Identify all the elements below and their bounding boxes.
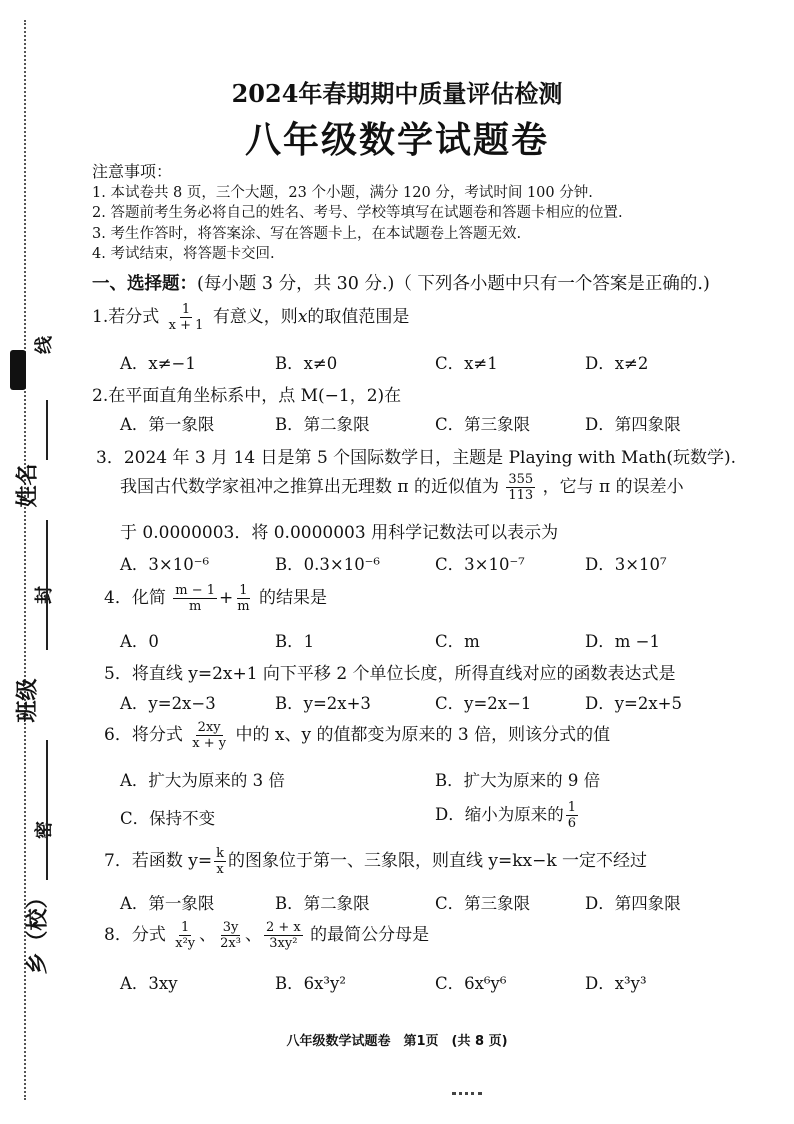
frac-den: x [216, 862, 224, 877]
school-blank-line [46, 740, 48, 880]
q8-sep: 、 [244, 925, 262, 945]
q4-text: 4．化简 [104, 588, 166, 608]
note-item: 2. 答题前考生务必将自己的姓名、考号、学校等填写在试题卷和答题卡相应的位置. [92, 205, 623, 221]
question-7 [104, 846, 647, 877]
frac-num: 2xy [197, 720, 221, 735]
q1-option-c[interactable]: C．x≠1 [435, 354, 498, 373]
question-5: 5．将直线 y=2x+1 向下平移 2 个单位长度，所得直线对应的函数表达式是 [104, 664, 676, 684]
frac-num: 355 [508, 472, 534, 487]
q1-text: 的取值范围是 [307, 307, 410, 327]
frac-den: m [188, 599, 202, 614]
label-class: 班级 [15, 678, 41, 723]
q3-fraction [506, 472, 535, 503]
q7-option-c[interactable]: C．第三象限 [435, 894, 531, 913]
q3-option-d[interactable]: D．3×10⁷ [585, 555, 667, 574]
q3-option-c[interactable]: C．3×10⁻⁷ [435, 555, 525, 574]
q4-text: 的结果是 [258, 588, 327, 608]
frac-num: 1 [181, 920, 190, 935]
question-4 [104, 583, 327, 614]
section-instructions: (每小题 3 分，共 30 分.)（ 下列各小题中只有一个答案是正确的.) [197, 274, 710, 294]
q3-option-b[interactable]: B．0.3×10⁻⁶ [275, 555, 381, 574]
notes-block [92, 162, 772, 265]
q4-option-b[interactable]: B．1 [275, 632, 315, 651]
label-name: 姓名 [15, 463, 41, 508]
q8-sep: 、 [199, 925, 217, 945]
frac-num: 1 [181, 302, 191, 317]
q8-fraction-3 [264, 920, 303, 951]
q4-fraction-2 [235, 583, 251, 614]
seal-word-seal: 封 [34, 586, 55, 604]
class-blank-line [46, 520, 48, 650]
frac-num: 1 [567, 800, 577, 815]
q8-option-a[interactable]: A．3xy [120, 974, 178, 993]
q7-option-b[interactable]: B．第二象限 [275, 894, 370, 913]
q3-text: 我国古代数学家祖冲之推算出无理数 π 的近似值为 [120, 477, 499, 497]
seal-word-line: 线 [34, 336, 55, 354]
frac-num: 2 + x [265, 920, 301, 935]
q8-option-c[interactable]: C．6x⁶y⁶ [435, 974, 507, 993]
q6-fraction [190, 720, 228, 751]
exam-title: 2024年春期期中质量评估检测 [231, 79, 563, 108]
q5-option-c[interactable]: C．y=2x−1 [435, 694, 532, 713]
q5-option-a[interactable]: A．y=2x−3 [120, 694, 216, 713]
q7-fraction [214, 846, 226, 877]
seal-word-secret: 密 [34, 821, 55, 839]
q2-option-d[interactable]: D．第四象限 [585, 415, 681, 434]
frac-den: x + 1 [168, 318, 204, 333]
q3-option-a[interactable]: A．3×10⁻⁶ [120, 555, 210, 574]
q6-text: 6．将分式 [104, 725, 183, 745]
label-school: 乡（校） [25, 886, 51, 975]
q1-text: 有意义，则 [212, 307, 298, 327]
q4-option-d[interactable]: D．m −1 [585, 632, 660, 651]
q1-fraction [167, 302, 206, 333]
q6-option-d-text: D．缩小为原来的 [435, 805, 564, 824]
q6-text: 中的 x、y 的值都变为原来的 3 倍，则该分式的值 [235, 725, 611, 745]
q7-text: 7．若函数 y= [104, 851, 213, 871]
note-item: 3. 考生作答时，将答案涂、写在答题卡上，在本试题卷上答题无效. [92, 225, 522, 242]
ink-smudge [10, 350, 26, 390]
question-8 [104, 920, 429, 951]
q4-option-c[interactable]: C．m [435, 632, 480, 651]
q8-text: 的最简公分母是 [310, 925, 430, 945]
question-6 [104, 720, 610, 751]
frac-num: 3y [222, 920, 239, 935]
frac-den: 2x³ [220, 936, 241, 951]
q6-option-d[interactable] [435, 800, 580, 831]
frac-den: 6 [567, 816, 577, 831]
name-blank-line [46, 400, 48, 460]
question-3-line-1: 3．2024 年 3 月 14 日是第 5 个国际数学日，主题是 Playing with Math(玩数学). [96, 448, 737, 468]
q8-option-b[interactable]: B．6x³y² [275, 974, 346, 993]
q1-var: x [297, 307, 308, 327]
q4-option-a[interactable]: A．0 [120, 632, 159, 651]
question-3-line-3: 于 0.0000003．将 0.0000003 用科学记数法可以表示为 [120, 523, 559, 543]
frac-den: x²y [175, 936, 196, 951]
q2-option-a[interactable]: A．第一象限 [120, 415, 215, 434]
q8-fraction-1 [173, 920, 197, 951]
q6-option-c[interactable]: C．保持不变 [120, 809, 216, 828]
question-1 [92, 302, 409, 333]
q8-text: 8．分式 [104, 925, 166, 945]
q1-option-b[interactable]: B．x≠0 [275, 354, 338, 373]
frac-den: x + y [192, 736, 227, 751]
frac-num: 1 [239, 583, 248, 598]
frac-den: m [237, 599, 250, 614]
q6-option-b[interactable]: B．扩大为原来的 9 倍 [435, 771, 601, 790]
frac-den: 113 [508, 488, 534, 503]
q6-option-a[interactable]: A．扩大为原来的 3 倍 [120, 771, 285, 790]
section-title: 一、选择题： [92, 274, 197, 294]
q7-text: 的图象位于第一、三象限，则直线 y=kx−k 一定不经过 [227, 851, 648, 871]
q4-fraction-1 [173, 583, 217, 614]
note-item: 1. 本试卷共 8 页，三个大题，23 个小题，满分 120 分，考试时间 100 分钟. [92, 184, 593, 201]
q1-text: 1.若分式 [92, 307, 160, 327]
q1-option-a[interactable]: A．x≠−1 [120, 354, 196, 373]
q4-plus: + [219, 588, 234, 608]
question-2: 2.在平面直角坐标系中，点 M(−1，2)在 [92, 386, 402, 406]
q6-option-d-fraction [566, 800, 578, 831]
q8-option-d[interactable]: D．x³y³ [585, 974, 647, 993]
scan-mark [452, 1092, 482, 1099]
exam-subtitle: 八年级数学试题卷 [244, 119, 549, 161]
frac-den: 3xy² [269, 936, 298, 951]
q1-option-d[interactable]: D．x≠2 [585, 354, 649, 373]
note-item: 4. 考试结束，将答题卡交回. [92, 246, 275, 262]
page-footer: 八年级数学试题卷 第1页 (共 8 页) [286, 1034, 508, 1049]
q5-option-d[interactable]: D．y=2x+5 [585, 694, 683, 713]
q3-text: ，它与 π 的误差小 [542, 477, 684, 497]
q2-option-c[interactable]: C．第三象限 [435, 415, 531, 434]
binding-margin [10, 20, 80, 1100]
q2-option-b[interactable]: B．第二象限 [275, 415, 370, 434]
question-3-line-2 [120, 472, 684, 503]
notes-heading: 注意事项： [92, 162, 173, 181]
q7-option-a[interactable]: A．第一象限 [120, 894, 215, 913]
q5-option-b[interactable]: B．y=2x+3 [275, 694, 371, 713]
section-heading [92, 270, 710, 295]
frac-num: m − 1 [175, 583, 215, 598]
q8-fraction-2 [218, 920, 243, 951]
frac-num: k [216, 846, 224, 861]
q7-option-d[interactable]: D．第四象限 [585, 894, 681, 913]
